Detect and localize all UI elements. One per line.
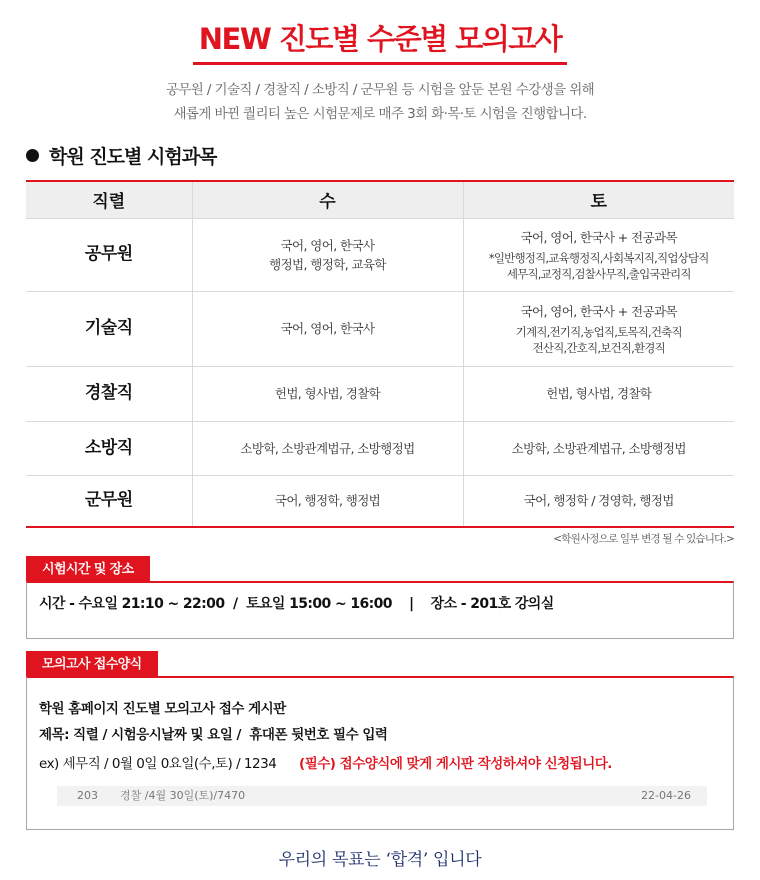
saturday-cell: 국어, 행정학 / 경영학, 행정법 bbox=[463, 475, 734, 527]
job-cell: 기술직 bbox=[26, 291, 192, 366]
application-example bbox=[39, 752, 612, 772]
table-row bbox=[26, 475, 734, 527]
job-cell: 군무원 bbox=[26, 475, 192, 527]
wednesday-cell bbox=[192, 291, 463, 366]
application-box bbox=[26, 676, 734, 830]
header-wednesday: 수 bbox=[192, 181, 463, 218]
wednesday-cell: 헌법, 형사법, 경찰학 bbox=[192, 366, 463, 421]
job-cell: 경찰직 bbox=[26, 366, 192, 421]
header-saturday: 토 bbox=[463, 181, 734, 218]
example-text: ex) 세무직 / 0월 0일 0요일(수,토) / 1234 bbox=[39, 756, 277, 772]
title-wrap bbox=[0, 22, 760, 65]
wednesday-line: 국어, 영어, 한국사 bbox=[280, 237, 375, 253]
wednesday-line: 국어, 영어, 한국사 bbox=[280, 321, 375, 336]
application-board: 학원 홈페이지 진도별 모의고사 접수 게시판 bbox=[39, 701, 286, 717]
table-row bbox=[26, 291, 734, 366]
example-row-number: 203 bbox=[77, 789, 98, 802]
saturday-main: 국어, 영어, 한국사 + 전공과목 bbox=[520, 303, 677, 319]
saturday-sub: 세무직,교정직,검찰사무직,출입국관리직 bbox=[506, 266, 691, 281]
footer-slogan: 우리의 목표는 ‘합격’ 입니다 bbox=[278, 850, 482, 870]
saturday-cell: 소방학, 소방관계법규, 소방행정법 bbox=[463, 421, 734, 475]
subjects-table bbox=[26, 180, 734, 528]
schedule-box bbox=[26, 581, 734, 639]
header-job: 직렬 bbox=[26, 181, 192, 218]
example-board-row bbox=[57, 786, 707, 806]
table-row bbox=[26, 218, 734, 291]
wednesday-cell bbox=[192, 218, 463, 291]
section-heading bbox=[26, 142, 216, 169]
wednesday-cell: 소방학, 소방관계법규, 소방행정법 bbox=[192, 421, 463, 475]
job-cell: 공무원 bbox=[26, 218, 192, 291]
job-cell: 소방직 bbox=[26, 421, 192, 475]
page-title: NEW 진도별 수준별 모의고사 bbox=[193, 22, 568, 65]
table-row bbox=[26, 366, 734, 421]
table-row bbox=[26, 421, 734, 475]
saturday-sub: 기계직,전기직,농업직,토목직,건축직 bbox=[515, 324, 682, 339]
wednesday-cell: 국어, 행정학, 행정법 bbox=[192, 475, 463, 527]
required-notice: (필수) 접수양식에 맞게 게시판 작성하셔야 신청됩니다. bbox=[299, 756, 612, 772]
saturday-cell bbox=[463, 218, 734, 291]
table-header-row bbox=[26, 181, 734, 218]
schedule-text: 시간 - 수요일 21:10 ~ 22:00 / 토요일 15:00 ~ 16:00 | 장소 - 201호 강의실 bbox=[39, 596, 554, 612]
bullet-icon bbox=[26, 149, 39, 162]
application-tab: 모의고사 접수양식 bbox=[26, 651, 158, 678]
intro-line-1: 공무원 / 기술직 / 경찰직 / 소방직 / 군무원 등 시험을 앞둔 본원 수강생을 위해 bbox=[165, 82, 595, 98]
schedule-tab: 시험시간 및 장소 bbox=[26, 556, 150, 583]
table-note: <학원사정으로 일부 변경 될 수 있습니다.> bbox=[553, 533, 734, 545]
intro-line-2: 새롭게 바뀐 퀄리티 높은 시험문제로 매주 3회 화·목·토 시험을 진행합니다. bbox=[173, 106, 587, 122]
section-title: 학원 진도별 시험과목 bbox=[49, 146, 217, 168]
saturday-main: 국어, 영어, 한국사 + 전공과목 bbox=[520, 229, 677, 245]
saturday-cell: 헌법, 형사법, 경찰학 bbox=[463, 366, 734, 421]
example-row-subject: 경찰 /4월 30일(토)/7470 bbox=[120, 789, 246, 802]
example-row-date: 22-04-26 bbox=[641, 789, 691, 802]
saturday-sub: 전산직,간호직,보건직,환경직 bbox=[532, 340, 665, 355]
intro-text bbox=[0, 78, 760, 126]
saturday-cell bbox=[463, 291, 734, 366]
application-title-format: 제목: 직렬 / 시험응시날짜 및 요일 / 휴대폰 뒷번호 필수 입력 bbox=[39, 727, 388, 743]
wednesday-line: 행정법, 행정학, 교육학 bbox=[269, 256, 386, 272]
saturday-sub: *일반행정직,교육행정직,사회복지직,직업상담직 bbox=[488, 250, 709, 265]
